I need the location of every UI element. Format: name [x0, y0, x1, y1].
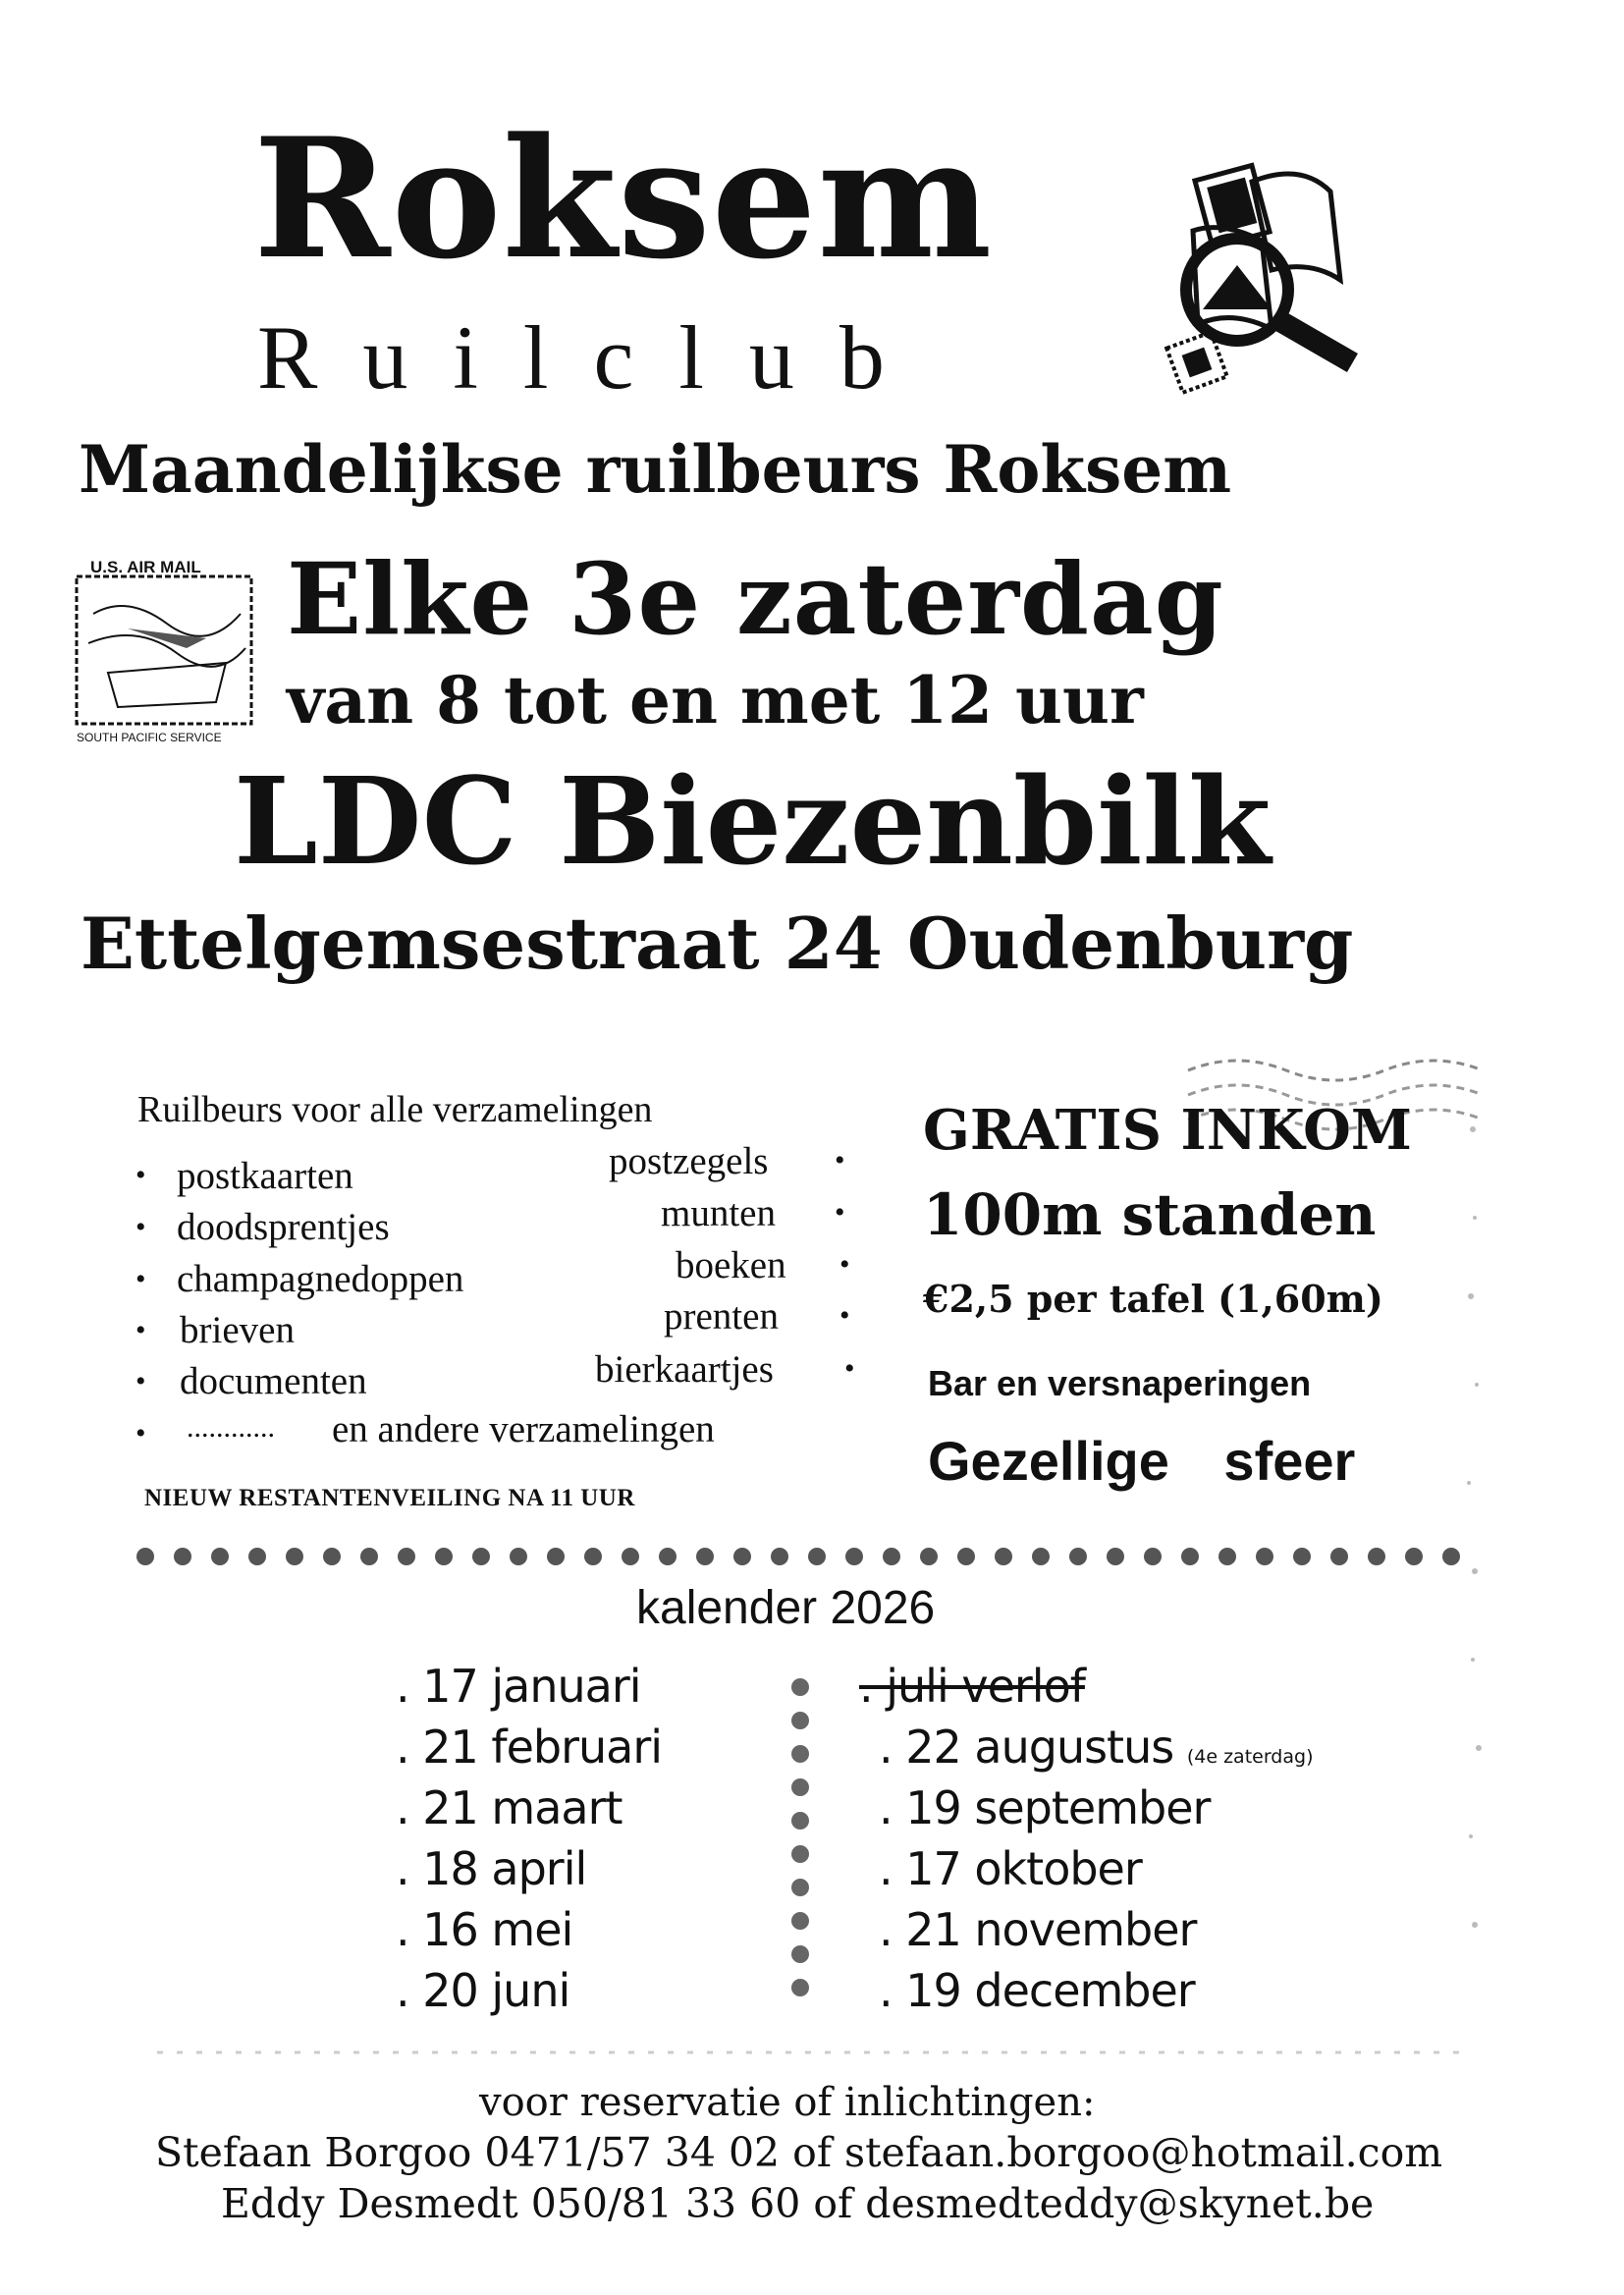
bullet-icon: •: [839, 1248, 850, 1281]
bullet-icon: •: [135, 1159, 146, 1191]
bullet-icon: •: [135, 1314, 146, 1346]
bullet-icon: •: [839, 1299, 850, 1332]
headline-address: Ettelgemsestraat 24 Oudenburg: [81, 902, 1354, 985]
stamp-bottom-text: SOUTH PACIFIC SERVICE: [77, 731, 222, 744]
collection-item: prenten: [664, 1295, 779, 1338]
collection-item: brieven: [180, 1309, 295, 1351]
airmail-stamp-image: [69, 555, 265, 746]
collection-item: munten: [661, 1192, 776, 1234]
logo-title: Roksem: [253, 101, 994, 296]
calendar-date: [879, 1721, 1313, 1774]
bar-info: Bar en versnaperingen: [928, 1363, 1312, 1403]
calendar-date: . 17 oktober: [879, 1842, 1142, 1895]
news-auction: NIEUW RESTANTENVEILING NA 11 UUR: [144, 1485, 635, 1511]
etc-text: en andere verzamelingen: [332, 1408, 715, 1450]
logo-subtitle: Ruilclub: [257, 307, 930, 408]
stamp-magnifier-icon: [1134, 162, 1370, 398]
bullet-icon: •: [135, 1263, 146, 1295]
collection-item: postkaarten: [177, 1155, 353, 1197]
faint-divider: [157, 2038, 1473, 2067]
contact-eddy: Eddy Desmedt 050/81 33 60 of desmedteddy@skynet.be: [221, 2180, 1375, 2227]
calendar-date: . 21 november: [879, 1903, 1197, 1956]
stamp-top-text: U.S. AIR MAIL: [90, 558, 201, 576]
calendar-date-struck: . juli verlof: [859, 1660, 1085, 1713]
calendar-dot-separator: [781, 1669, 820, 2023]
collection-item: boeken: [676, 1244, 786, 1286]
calendar-date: . 17 januari: [396, 1660, 641, 1713]
collection-item: bierkaartjes: [595, 1348, 774, 1391]
contact-title: voor reservatie of inlichtingen:: [479, 2080, 1096, 2125]
collections-title: Ruilbeurs voor alle verzamelingen: [137, 1089, 653, 1130]
headline-every-third-saturday: Elke 3e zaterdag: [287, 541, 1224, 657]
table-price: €2,5 per tafel (1,60m): [923, 1277, 1383, 1321]
bullet-icon: •: [135, 1365, 146, 1397]
dotted-divider: [126, 1537, 1481, 1576]
calendar-date: . 16 mei: [396, 1903, 573, 1956]
collection-item: champagnedoppen: [177, 1258, 464, 1300]
calendar-date: . 21 maart: [396, 1781, 623, 1834]
bullet-icon: •: [835, 1144, 845, 1176]
collection-item: postzegels: [609, 1140, 769, 1182]
calendar-date-text: . 22 augustus: [879, 1721, 1174, 1774]
free-entry: GRATIS INKOM: [923, 1098, 1412, 1163]
headline-time: van 8 tot en met 12 uur: [287, 662, 1144, 738]
contact-stefaan: Stefaan Borgoo 0471/57 34 02 of stefaan.borgoo@hotmail.com: [155, 2129, 1443, 2176]
calendar-date: . 21 februari: [396, 1721, 663, 1774]
atmosphere: Gezellige sfeer: [928, 1430, 1356, 1492]
calendar-date: . 18 april: [396, 1842, 587, 1895]
calendar-date: . 19 december: [879, 1964, 1195, 2017]
calendar-date: . 19 september: [879, 1781, 1211, 1834]
etc-dots: ............: [187, 1411, 275, 1444]
bullet-icon: •: [844, 1352, 855, 1385]
calendar-title: kalender 2026: [636, 1582, 936, 1634]
bullet-icon: •: [835, 1196, 845, 1229]
headline-monthly: Maandelijkse ruilbeurs Roksem: [79, 431, 1232, 508]
stands-length: 100m standen: [923, 1181, 1377, 1248]
bullet-icon: •: [135, 1211, 146, 1243]
bullet-icon: •: [135, 1417, 146, 1449]
collection-item: doodsprentjes: [177, 1206, 390, 1248]
collection-item: documenten: [180, 1360, 367, 1402]
calendar-note: (4e zaterdag): [1186, 1746, 1314, 1768]
calendar-date: . 20 juni: [396, 1964, 570, 2017]
headline-venue: LDC Biezenbilk: [234, 750, 1272, 892]
